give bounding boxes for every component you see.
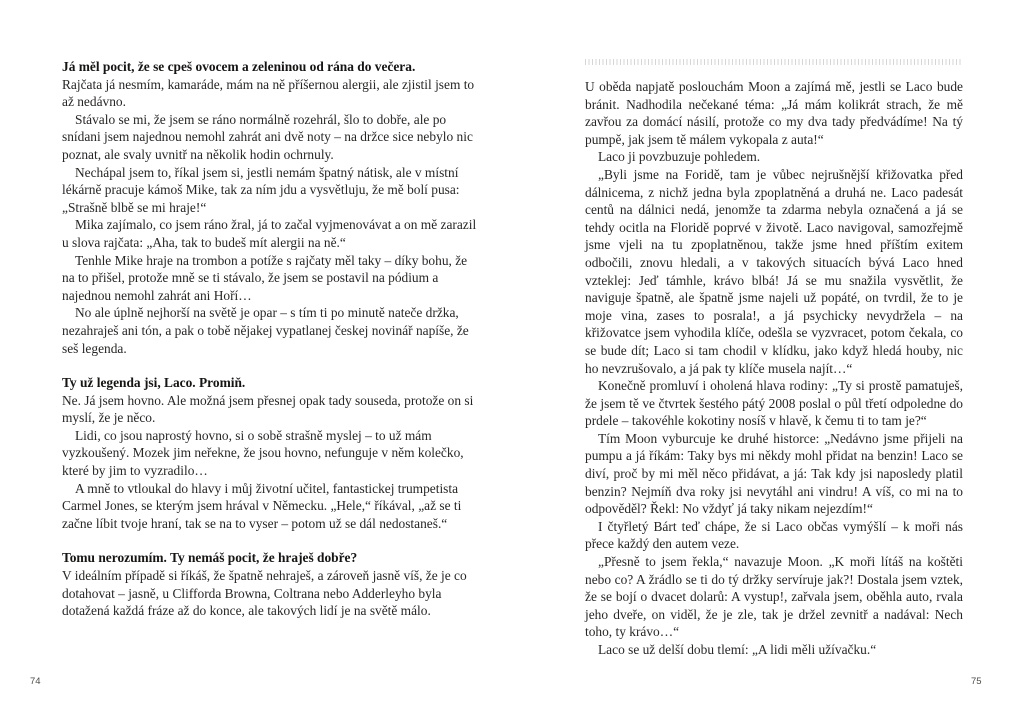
interview-answer-paragraph: Lidi, co jsou naprostý hovno, si o sobě strašně myslej – to už mám vyzkoušený. Mozek jim neřekne, že jsou hovno, nefunguje v něm kolečko, které by jim to vyzradilo… bbox=[62, 427, 464, 479]
narrative-paragraph: Laco ji povzbuzuje pohledem. bbox=[598, 149, 761, 165]
page-number-right: 75 bbox=[971, 676, 982, 687]
interview-question: Já měl pocit, že se cpeš ovocem a zeleninou od rána do večera. bbox=[62, 59, 416, 74]
interview-answer-paragraph: Mika zajímalo, co jsem ráno žral, já to začal vyjmenovávat a on mě zarazil u slova rajčata: „Aha, tak to budeš mít alergii na ně.“ bbox=[62, 217, 477, 250]
interview-answer-paragraph: V ideálním případě si říkáš, že špatně nehraješ, a zároveň jasně víš, že je co dotahovat – jasně, u Clifforda Browna, Coltrana nebo Adderleyho byla dotažená každá fráze až do konce, ale takových lidí je na světě málo. bbox=[62, 568, 467, 619]
narrative-paragraph: I čtyřletý Bárt teď chápe, že si Laco občas vymýšlí – k moři nás přece každý den autem veze. bbox=[585, 518, 963, 552]
interview-question: Ty už legenda jsi, Laco. Promiň. bbox=[62, 375, 246, 391]
book-page-left bbox=[62, 58, 479, 620]
narrative-paragraph: „Přesně to jsem řekla,“ navazuje Moon. „K moři lítáš na koštěti nebo co? A žrádlo se ti do tý držky servíruje jak?! Dostala jsem vztek, že se bojí o dvacet dolarů: A vystup!, zařvala jsem, oběhla auto, rvala jeho dveře, on viděl, že je zle, tak je držel zevnitř a nadával: Nech toho, ty krávo…“ bbox=[585, 554, 963, 640]
interview-answer-paragraph: Tenhle Mike hraje na trombon a potíže s rajčaty měl taky – díky bohu, že na to přišel, protože mně se ti stávalo, že jsem se postavil na pódium a najednou nemohl zahrát ani Hoří… bbox=[62, 252, 468, 303]
narrative-paragraph: U oběda napjatě poslouchám Moon a zajímá mě, jestli se Laco bude bránit. Nadhodila nečekané téma: „Já mám kolikrát strach, že mě zavřou za domácí násilí, protože co my dva tady předvádíme! Na tý pumpě, jak jsem tě málem vykopala z auta!“ bbox=[585, 79, 963, 147]
narrative-paragraph: „Byli jsme na Foridě, tam je vůbec nejrušnější křižovatka před dálnicema, z nichž jedna byla zpoplatněná a druhá ne. Laco padesát centů na dálnici nedá, jenomže ta zdarma nebyla označená a já se tehdy ocitla na Floridě poprvé v životě. Laco navigoval, samozřejmě jsme vjeli na tu zpoplatněnou, takže jsme hned příštím exitem odbočili, znovu hledali, a v takových situacích bývá Laco hned vzteklej: Jeď támhle, krávo blbá! Já se mu snažila vysvětlit, že naviguje špatně, ale špatně jsme najeli už popáté, on tvrdil, že to je moje vina, zases to posrala!, a já psychicky nevydržela – na křižovatce jsem vyhodila klíče, odešla se vyzvracet, potom čekala, co se bude dít; Laco si tam chodil v klídku, jako když hledá houby, nic ho nevzrušovalo, a já pak ty klíče musela najít…“ bbox=[585, 166, 963, 376]
interview-answer-paragraph: Ne. Já jsem hovno. Ale možná jsem přesnej opak tady souseda, protože on si myslí, že je něco. bbox=[62, 392, 474, 426]
interview-answer-paragraph: A mně to vtloukal do hlavy i můj životní učitel, fantastickej trumpetista Carmel Jones, se kterým jsem hrával v Německu. „Hele,“ říkával, „až se ti začne líbit tvoje hraní, tak se na to vyser – potom už se dál nedostaneš.“ bbox=[62, 480, 462, 531]
section-divider-hatch-rule bbox=[585, 59, 963, 65]
narrative-paragraph: Konečně promluví i oholená hlava rodiny: „Ty si prostě pamatuješ, že jsem tě ve čtvrtek šestého pátý 2008 poslal o půl třetí odpoledne do prdele – takovéhle kokotiny nosíš v hlavě, k čemu ti to tam je?“ bbox=[585, 378, 963, 429]
interview-answer-paragraph: Rajčata já nesmím, kamaráde, mám na ně příšernou alergii, ale zjistil jsem to až nedávno. bbox=[62, 76, 475, 110]
interview-question: Tomu nerozumím. Ty nemáš pocit, že hraješ dobře? bbox=[62, 550, 358, 566]
interview-answer-paragraph: No ale úplně nejhorší na světě je opar – s tím ti po minutě nateče držka, nezahraješ ani tón, a pak o tobě nějakej vypatlanej českej novinář napíše, že seš legenda. bbox=[62, 305, 469, 356]
narrative-paragraph: Laco se už delší dobu tlemí: „A lidi měli užívačku.“ bbox=[598, 642, 877, 657]
narrative-paragraph: Tím Moon vyburcuje ke druhé historce: „Nedávno jsme přijeli na pumpu a já říkám: Taky bys mi někdy mohl přidat na benzin! Laco se diví, proč by mi měl něco přidávat, a já: Tak kdy jsi naposledy platil benzin? Nejmíň dva roky jsi nevytáhl ani vindru! A víš, co mi na to odpověděl? Řekl: No vždyť já taky nikam nejezdím!“ bbox=[585, 430, 963, 517]
page-number-left: 74 bbox=[30, 676, 41, 687]
interview-answer-paragraph: Stávalo se mi, že jsem se ráno normálně rozehrál, šlo to dobře, ale po snídani jsem najednou nemohl zahrát ani dvě noty – na držce sice nebylo nic poznat, ale svaly uvnitř na několik hodin ochrnuly. bbox=[62, 111, 473, 162]
book-page-right bbox=[585, 59, 963, 659]
interview-answer-paragraph: Nechápal jsem to, říkal jsem si, jestli nemám špatný nátisk, ale v místní lékárně pracuje kámoš Mike, tak za ním jdu a vysvětluju, že mě bolí pusa: „Strašně blbě se mi hraje!“ bbox=[62, 164, 460, 215]
